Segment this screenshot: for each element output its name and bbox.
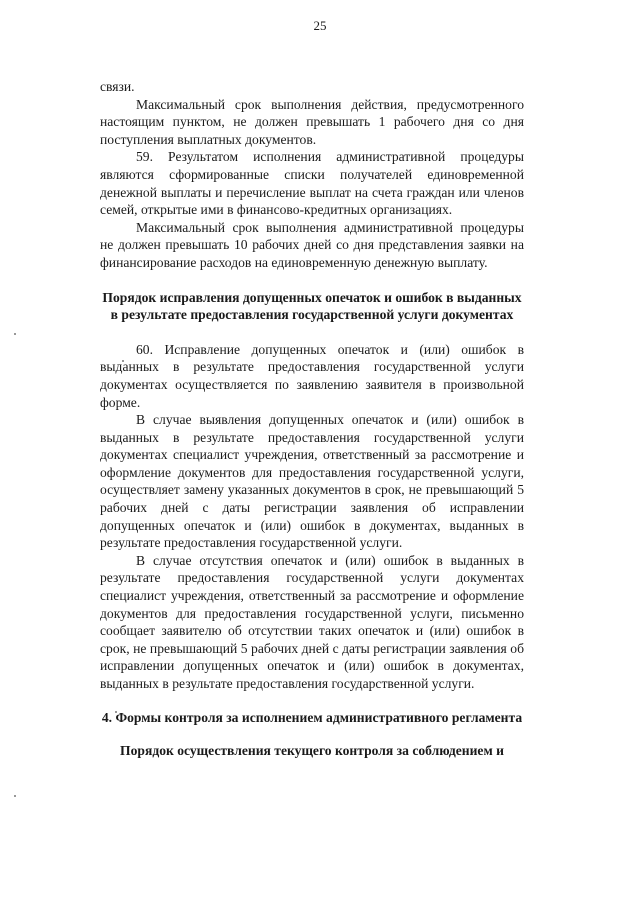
paragraph: В случае отсутствия опечаток и (или) ошибок в выданных в результате предоставления государственной услуги документах специалист учреждения, ответственный за рассмотрение и оформление документов для предоставления государственной услуги, письменно сообщает заявителю об отсутствии таких опечаток и (или) ошибок в срок, не превышающий 5 рабочих дней с даты регистрации заявления об исправлении допущенных опечаток и (или) ошибок в документах, выданных в результате предоставления государственной услуги. xyxy=(100,552,524,691)
vertical-spacer xyxy=(100,693,524,709)
scan-speck xyxy=(14,795,16,797)
scan-speck xyxy=(14,333,16,335)
vertical-spacer xyxy=(100,726,524,742)
document-body xyxy=(100,78,524,760)
vertical-spacer xyxy=(100,324,524,341)
section-heading: Порядок исправления допущенных опечаток и ошибок в выданных в результате предоставления государственной услуги документах xyxy=(102,289,522,323)
page-number: 25 xyxy=(313,18,327,33)
section-heading: 4. Формы контроля за исполнением административного регламента xyxy=(101,709,523,725)
paragraph: В случае выявления допущенных опечаток и (или) ошибок в выданных в результате предоставления государственной услуги документах специалист учреждения, ответственный за рассмотрение и оформление документов для предоставления государственной услуги, осуществляет замену указанных документов в срок, не превышающий 5 рабочих дней с даты регистрации заявления об исправлении допущенных опечаток и (или) ошибок в документах, выданных в результате предоставления государственной услуги. xyxy=(100,412,524,551)
section-heading: Порядок осуществления текущего контроля за соблюдением и xyxy=(120,743,504,759)
paragraph: 60. Исправление допущенных опечаток и (или) ошибок в выданных в результате предоставления государственной услуги документах осуществляется по заявлению заявителя в произвольной форме. xyxy=(100,341,524,410)
paragraph: связи. xyxy=(100,79,135,94)
paragraph: 59. Результатом исполнения административной процедуры являются сформированные списки получателей единовременной денежной выплаты и перечисление выплат на счета граждан или членов семей, открытые ими в финансово-кредитных организациях. xyxy=(100,149,524,218)
vertical-spacer xyxy=(100,272,524,289)
paragraph: Максимальный срок выполнения действия, предусмотренного настоящим пунктом, не должен превышать 1 рабочего дня со дня поступления выплатных документов. xyxy=(100,96,524,147)
paragraph: Максимальный срок выполнения административной процедуры не должен превышать 10 рабочих дней со дня представления заявки на финансирование расходов на единовременную денежную выплату. xyxy=(100,219,524,270)
